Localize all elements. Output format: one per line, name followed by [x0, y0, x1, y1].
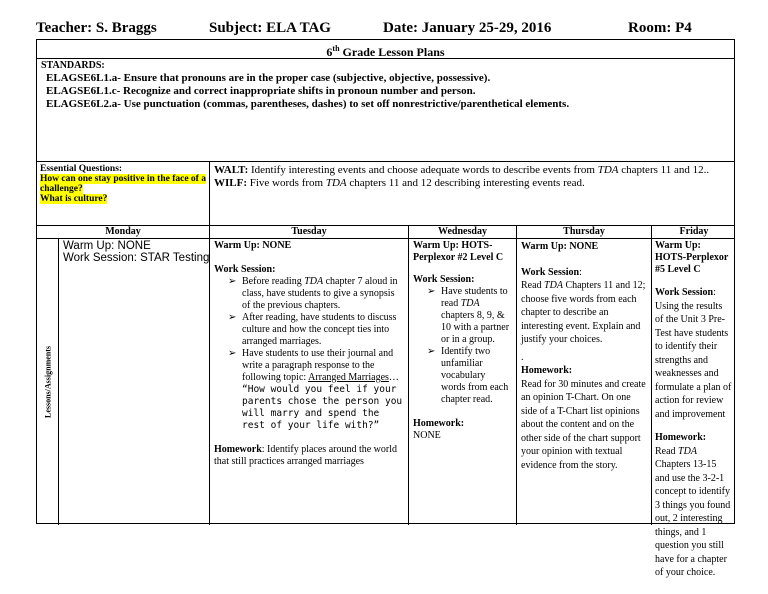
teacher-name: Teacher: S. Braggs [36, 20, 157, 36]
tuesday-steps [214, 276, 404, 432]
list-item: ➢ Identify two unfamiliar vocabulary words from each chapter read. [441, 346, 512, 406]
list-item: ➢ Have students to use their journal and write a paragraph response to the following topic: Arranged Marriages… “How would you feel if your parents chose the person you will marry and spend the rest of your life with?” [242, 348, 404, 432]
date-range: Date: January 25-29, 2016 [383, 20, 552, 36]
tuesday-cell [210, 238, 409, 525]
friday-homework: Read TDA Chapters 13-15 and use the 3-2-1 concept to identify 3 things you found out, 2 interesting things, and 1 question you still have for a chapter of your choice. [655, 445, 731, 578]
tuesday-warmup: Warm Up: NONE [214, 240, 292, 251]
day-header-friday: Friday [679, 226, 709, 237]
thursday-warmup: Warm Up: NONE [521, 241, 599, 252]
list-item: ➢ Before reading TDA chapter 7 aloud in class, have students to give a synopsis of the previous chapters. [242, 276, 404, 312]
thursday-work-session-label: Work Session: [521, 266, 582, 278]
friday-work-session: Using the results of the Unit 3 Pre-Test have students to identify their strengths and weaknesses and formulate a plan of action for review and improvement [655, 300, 732, 420]
thursday-dot: . [521, 351, 524, 363]
list-item: ➢ Have students to read TDA chapters 8, 9, & 10 with a partner or in a group. [441, 286, 512, 346]
standard-item: ELAGSE6L1.a- Ensure that pronouns are in the proper case (subjective, objective, possessive). [46, 72, 491, 84]
room: Room: P4 [628, 20, 692, 36]
page-header [36, 20, 736, 40]
thursday-cell [517, 238, 652, 525]
wednesday-steps [413, 286, 512, 406]
friday-cell [652, 238, 736, 578]
standard-item: ELAGSE6L2.a- Use punctuation (commas, parentheses, dashes) to set off nonrestrictive/parenthetical elements. [46, 98, 570, 110]
day-header-tuesday: Tuesday [210, 226, 409, 238]
wednesday-homework: NONE [413, 430, 441, 441]
walt-text: WALT: Identify interesting events and choose adequate words to describe events from TDA chapters 11 and 12.. [214, 164, 710, 176]
monday-cell [59, 238, 210, 525]
essential-question-1: How can one stay positive in the face of a challenge? [40, 174, 206, 194]
walt-wilf [210, 162, 735, 226]
friday-warmup: Warm Up: HOTS-Perplexor #5 Level C [655, 240, 729, 275]
side-label: Lessons/Assignments [43, 345, 52, 418]
list-item: ➢ After reading, have students to discuss culture and how the concept ties into arranged marriages. [242, 312, 404, 348]
wilf-text: WILF: Five words from TDA chapters 11 and 12 describing interesting events read. [214, 176, 585, 189]
wednesday-warmup: Warm Up: HOTS-Perplexor #2 Level C [413, 240, 504, 263]
essential-questions-label: Essential Questions: [40, 164, 123, 174]
wednesday-homework-label: Homework: [413, 418, 465, 429]
day-header-thursday: Thursday [517, 226, 652, 238]
essential-questions [37, 162, 210, 226]
essential-question-2: What is culture? [40, 194, 108, 204]
thursday-homework: Read for 30 minutes and create an opinion T-Chart. On one side of a T-Chart list opinions about the content and on the other side of the chart support your opinion with textual evidence from the story. [521, 378, 646, 471]
side-label-cell [37, 238, 59, 525]
day-header-wednesday: Wednesday [409, 226, 517, 238]
monday-warmup: Warm Up: NONE [63, 240, 151, 252]
thursday-homework-label: Homework: [521, 365, 573, 376]
tuesday-homework: Homework: Identify places around the world that still practices arranged marriages [214, 444, 398, 467]
wednesday-cell [409, 238, 517, 525]
standards-section [37, 58, 734, 162]
friday-homework-label: Homework: [655, 432, 707, 443]
subject: Subject: ELA TAG [209, 20, 331, 36]
standards-label: STANDARDS: [41, 60, 105, 71]
day-header-monday: Monday [37, 226, 210, 238]
thursday-work-session: Read TDA Chapters 11 and 12; choose five words from each chapter to describe an interesting event. Explain and justify your choices. [521, 280, 646, 345]
page-title: 6th Grade Lesson Plans [37, 40, 734, 59]
wednesday-work-session-label: Work Session: [413, 274, 475, 285]
monday-work-session: Work Session: STAR Testing [63, 252, 210, 264]
lesson-plan-table [36, 39, 735, 578]
standard-item: ELAGSE6L1.c- Recognize and correct inappropriate shifts in pronoun number and person. [46, 85, 476, 97]
friday-work-session-label: Work Session: [655, 287, 716, 298]
tuesday-work-session-label: Work Session: [214, 264, 276, 275]
